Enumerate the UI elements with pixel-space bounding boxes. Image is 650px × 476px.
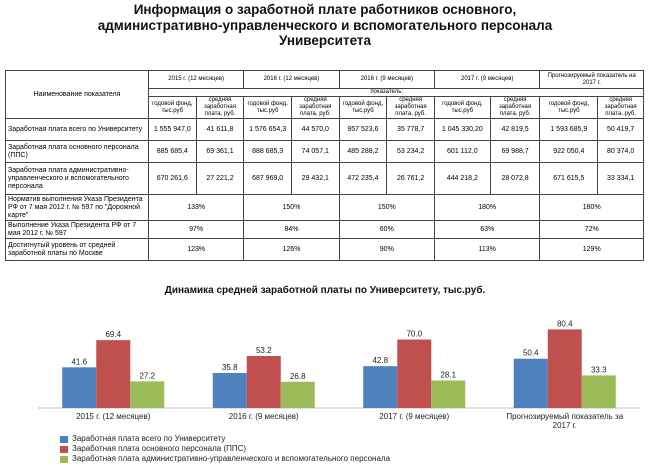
legend-item — [60, 454, 390, 464]
bar — [582, 375, 616, 408]
table-row — [6, 141, 644, 163]
legend-item — [60, 434, 390, 444]
row-name: Заработная плата основного персонала (ППС) — [6, 141, 149, 163]
bar — [281, 382, 315, 408]
table-cell: 74 057,1 — [291, 141, 339, 163]
period-header-row — [6, 71, 644, 89]
bar — [548, 329, 582, 408]
table-cell: 33 334,1 — [598, 163, 644, 195]
table-row — [6, 221, 644, 239]
table-cell: 885 685,4 — [149, 141, 197, 163]
bar-value-label: 41.6 — [71, 357, 88, 367]
bar-value-label: 53.2 — [255, 345, 272, 355]
table-cell: 1 045 330,20 — [434, 119, 490, 141]
table-row — [6, 195, 644, 221]
table-cell: 80 374,0 — [598, 141, 644, 163]
bar — [431, 381, 465, 408]
legend-swatch — [60, 446, 68, 453]
sub-header-avg: средняя заработная плата, руб. — [598, 97, 644, 119]
table-cell: 28 072,8 — [490, 163, 540, 195]
bar-value-label: 28.1 — [440, 370, 457, 380]
sub-header-fund: годовой фонд, тыс.руб — [434, 97, 490, 119]
table-cell: 69 988,7 — [490, 141, 540, 163]
title-line-2: административно-управленческого и вспомогательного персонала — [97, 17, 553, 33]
row-name: Достигнутый уровень от средней заработной платы по Москве — [6, 239, 149, 261]
table-cell: 922 050,4 — [540, 141, 598, 163]
percent-cell: 72% — [540, 221, 644, 239]
legend-label: Заработная плата административно-управленческого и вспомогательного персонала — [72, 454, 391, 463]
sub-header-avg: средняя заработная плата, руб. — [291, 97, 339, 119]
period-header: 2017 г. (9 месяцев) — [434, 71, 539, 89]
salary-table — [5, 70, 644, 261]
period-header: 2016 г. (9 месяцев) — [339, 71, 434, 89]
bar-value-label: 70.0 — [406, 329, 423, 339]
table-cell: 41 611,8 — [196, 119, 244, 141]
percent-cell: 133% — [149, 195, 244, 221]
bar — [363, 366, 397, 408]
table-row — [6, 239, 644, 261]
table-cell: 26 761,2 — [387, 163, 435, 195]
table-cell: 44 570,0 — [291, 119, 339, 141]
sub-header-avg: средняя заработная плата, руб. — [387, 97, 435, 119]
table-cell: 69 361,1 — [196, 141, 244, 163]
sub-header-avg: средняя заработная плата, руб. — [196, 97, 244, 119]
percent-cell: 63% — [434, 221, 539, 239]
period-header: Прогнозируемый показатель на 2017 г. — [540, 71, 644, 89]
name-header: Наименование показателя — [6, 71, 149, 119]
row-name: Выполнение Указа Президента РФ от 7 мая 2012 г. № 597 — [6, 221, 149, 239]
period-header: 2015 г. (12 месяцев) — [149, 71, 244, 89]
table-cell: 53 234,2 — [387, 141, 435, 163]
table-cell: 1 576 654,3 — [244, 119, 292, 141]
bar — [213, 373, 247, 408]
percent-cell: 180% — [540, 195, 644, 221]
bar-value-label: 42.8 — [372, 356, 389, 366]
legend-swatch — [60, 436, 68, 443]
bar-value-label: 50.4 — [522, 348, 539, 358]
bar-value-label: 26.8 — [289, 371, 306, 381]
percent-cell: 150% — [244, 195, 339, 221]
percent-cell: 123% — [149, 239, 244, 261]
percent-cell: 60% — [339, 221, 434, 239]
table-cell: 444 218,2 — [434, 163, 490, 195]
legend-swatch — [60, 456, 68, 463]
table-cell: 888 685,3 — [244, 141, 292, 163]
bar-value-label: 35.8 — [221, 362, 238, 372]
legend-label: Заработная плата основного персонала (ППС) — [72, 444, 247, 453]
percent-cell: 129% — [540, 239, 644, 261]
table-cell: 472 235,4 — [339, 163, 387, 195]
category-tick-label: 2015 г. (12 месяцев) — [76, 412, 151, 421]
bar-value-label: 27.2 — [139, 371, 156, 381]
bar — [247, 356, 281, 408]
bar — [514, 359, 548, 408]
row-name: Норматив выполнения Указа Президента РФ от 7 мая 2012 г. № 597 по "Дорожной карте" — [6, 195, 149, 221]
chart-legend — [60, 434, 390, 464]
legend-label: Заработная плата всего по Университету — [72, 434, 226, 443]
sub-header-fund: годовой фонд, тыс.руб — [540, 97, 598, 119]
document-title — [0, 2, 650, 49]
percent-cell: 84% — [244, 221, 339, 239]
bar-value-label: 69.4 — [105, 330, 122, 340]
table-cell: 27 221,2 — [196, 163, 244, 195]
percent-cell: 150% — [339, 195, 434, 221]
table-cell: 687 969,0 — [244, 163, 292, 195]
salary-bar-chart — [0, 296, 650, 432]
bar — [397, 340, 431, 408]
table-row — [6, 119, 644, 141]
title-line-1: Информация о заработной плате работников основного, — [133, 2, 517, 17]
category-tick-label: Прогнозируемый показатель за 2017 г. — [506, 412, 624, 430]
indicators-header: показатель: — [149, 89, 644, 97]
table-cell: 670 261,6 — [149, 163, 197, 195]
row-name: Заработная плата всего по Университету — [6, 119, 149, 141]
percent-cell: 126% — [244, 239, 339, 261]
percent-cell: 90% — [339, 239, 434, 261]
table-cell: 957 523,6 — [339, 119, 387, 141]
sub-header-fund: годовой фонд, тыс.руб — [339, 97, 387, 119]
sub-header-avg: средняя заработная плата, руб. — [490, 97, 540, 119]
percent-cell: 97% — [149, 221, 244, 239]
table-cell: 601 112,0 — [434, 141, 490, 163]
row-name: Заработная плата административно-управленческого и вспомогательного персонала — [6, 163, 149, 195]
table-cell: 29 432,1 — [291, 163, 339, 195]
chart-title: Динамика средней заработной платы по Университету, тыс.руб. — [164, 285, 486, 296]
percent-cell: 113% — [434, 239, 539, 261]
legend-item — [60, 444, 390, 454]
table-cell: 50 419,7 — [598, 119, 644, 141]
bar-value-label: 80.4 — [556, 319, 573, 329]
category-tick-label: 2016 г. (9 месяцев) — [228, 412, 299, 421]
sub-header-fund: годовой фонд, тыс.руб — [244, 97, 292, 119]
table-row — [6, 163, 644, 195]
table-cell: 1 593 685,9 — [540, 119, 598, 141]
table-cell: 42 819,5 — [490, 119, 540, 141]
period-header: 2016 г. (12 месяцев) — [244, 71, 339, 89]
title-line-3: Университета — [278, 33, 372, 48]
bar — [130, 381, 164, 408]
percent-cell: 180% — [434, 195, 539, 221]
sub-header-fund: годовой фонд, тыс.руб — [149, 97, 197, 119]
bar-value-label: 33.3 — [590, 365, 607, 375]
table-cell: 35 778,7 — [387, 119, 435, 141]
bar — [62, 367, 96, 408]
category-tick-label: 2017 г. (9 месяцев) — [379, 412, 450, 421]
bar — [96, 340, 130, 408]
table-cell: 1 555 947,0 — [149, 119, 197, 141]
table-cell: 671 615,5 — [540, 163, 598, 195]
table-cell: 485 288,2 — [339, 141, 387, 163]
